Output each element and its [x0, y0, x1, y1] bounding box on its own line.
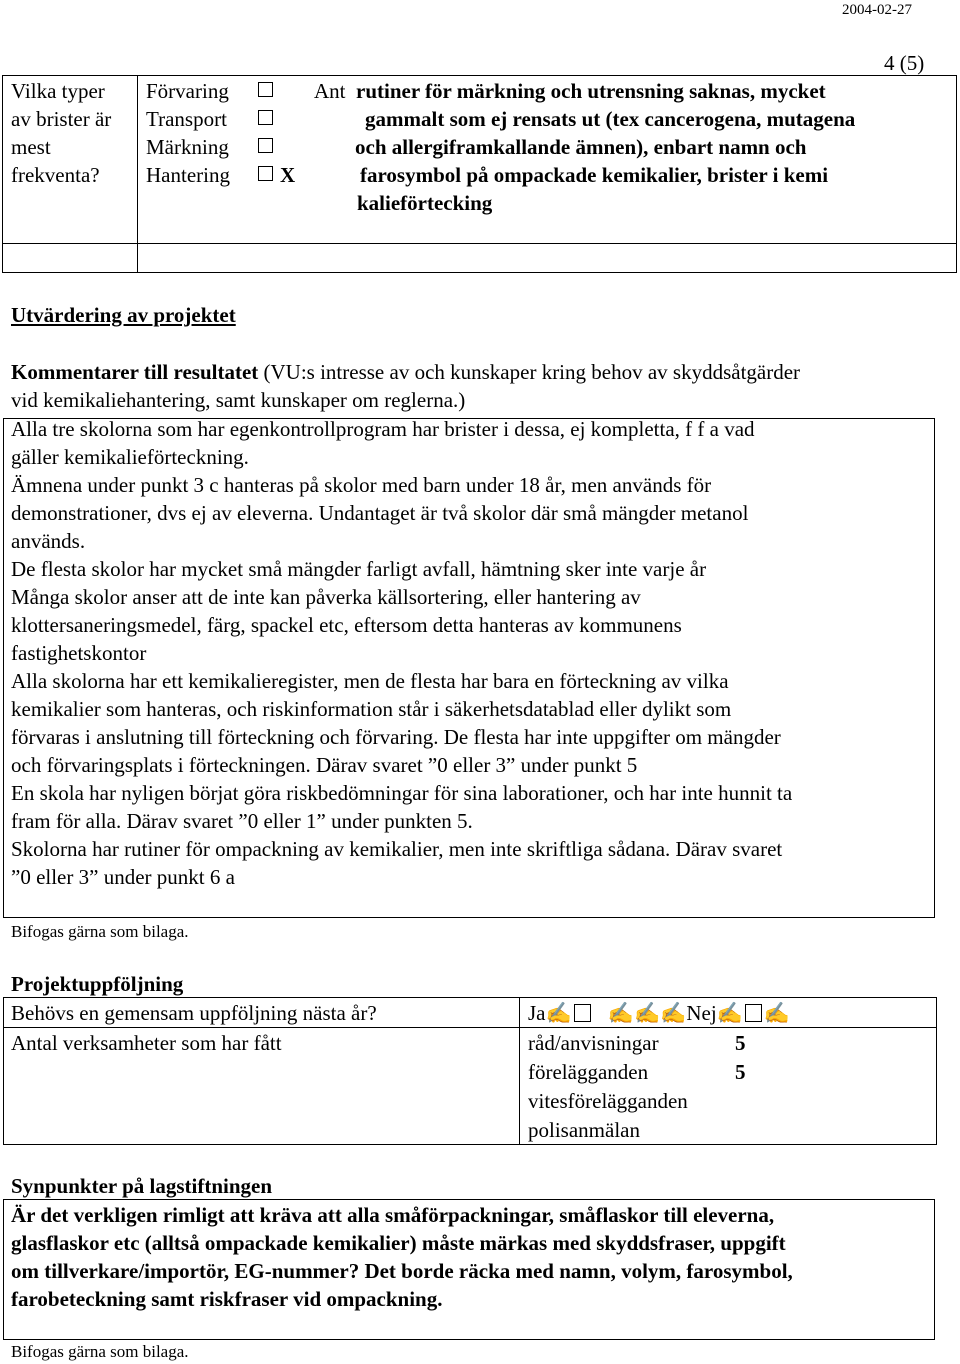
count-label: Antal verksamheter som har fått — [11, 1031, 282, 1055]
body-line: En skola har nyligen börjat göra riskbedömningar för sina laborationer, och har inte hunnit ta — [11, 781, 793, 805]
body-line: Många skolor anser att de inte kan påverka källsortering, eller hantering av — [11, 585, 641, 609]
option-checkbox-forvaring[interactable] — [258, 82, 273, 97]
body-line: används. — [11, 529, 86, 553]
body-line: gäller kemikalieförteckning. — [11, 445, 249, 469]
comment-prompt — [11, 358, 800, 386]
followup-question: Behövs en gemensam uppföljning nästa år? — [11, 1001, 377, 1025]
body-line: demonstrationer, dvs ej av eleverna. Undantaget är två skolor där små mängder metanol — [11, 501, 749, 525]
answer-line: och allergiframkallande ämnen), enbart namn och — [355, 135, 807, 159]
legislation-line: Är det verkligen rimligt att kräva att alla småförpackningar, småflaskor till eleverna, — [11, 1203, 775, 1227]
yes-checkbox[interactable] — [574, 1004, 591, 1022]
comment-hint: (VU:s intresse av och kunskaper kring behov av skyddsåtgärder — [258, 360, 801, 384]
option-label: Märkning — [146, 135, 229, 159]
option-check-mark: X — [280, 163, 296, 187]
evaluation-body — [11, 415, 792, 891]
table-divider — [3, 1027, 937, 1028]
option-label: Hantering — [146, 163, 230, 187]
body-line: De flesta skolor har mycket små mängder farligt avfall, hämtning sker inte varje år — [11, 557, 707, 581]
count-item-value: 5 — [735, 1060, 746, 1084]
answer-line: kalieförtecking — [357, 191, 493, 215]
body-line: kemikalier som hanteras, och riskinformation står i säkerhetsdatablad eller dylikt som — [11, 697, 732, 721]
question-line: av brister är — [11, 107, 112, 131]
body-line: klottersaneringsmedel, färg, spackel etc, eftersom detta hanteras av kommunens — [11, 613, 682, 637]
option-label: Förvaring — [146, 79, 229, 103]
legislation-line: farobeteckning samt riskfraser vid ompackning. — [11, 1287, 443, 1311]
evaluation-heading: Utvärdering av projektet — [11, 303, 236, 327]
legislation-line: glasflaskor etc (alltså ompackade kemikalier) måste märkas med skyddsfraser, uppgift — [11, 1231, 786, 1255]
count-item-label: förelägganden — [528, 1060, 649, 1084]
count-item-value: 5 — [735, 1031, 746, 1055]
option-label: Transport — [146, 107, 227, 131]
body-line: och förvaringsplats i förteckningen. Därav svaret ”0 eller 3” under punkt 5 — [11, 753, 638, 777]
body-line: fastighetskontor — [11, 641, 147, 665]
legislation-line: om tillverkare/importör, EG-nummer? Det borde räcka med namn, volym, farosymbol, — [11, 1259, 793, 1283]
body-line: ”0 eller 3” under punkt 6 a — [11, 865, 235, 889]
question-line: frekventa? — [11, 163, 100, 187]
option-checkbox-markning[interactable] — [258, 138, 273, 153]
count-values — [735, 1029, 746, 1087]
no-label: Nej — [686, 1001, 717, 1025]
answer-prefix: Ant — [314, 79, 346, 103]
comment-label: Kommentarer till resultatet — [11, 360, 259, 384]
option-labels — [146, 77, 230, 189]
body-line: Ämnena under punkt 3 c hanteras på skolor med barn under 18 år, men används för — [11, 473, 712, 497]
table-divider — [2, 243, 957, 244]
count-labels — [528, 1029, 688, 1145]
table-divider — [519, 997, 520, 1145]
count-item-label: vitesförelägganden — [528, 1089, 688, 1113]
question-text — [11, 77, 111, 189]
pen-icon: ✍ — [545, 1001, 572, 1025]
legislation-heading: Synpunkter på lagstiftningen — [11, 1174, 273, 1198]
no-checkbox[interactable] — [745, 1004, 762, 1022]
page-number: 4 (5) — [884, 51, 925, 75]
answer-line: rutiner för märkning och utrensning saknas, mycket — [356, 79, 826, 103]
pen-icon: ✍ — [660, 1001, 687, 1025]
document-date: 2004-02-27 — [842, 2, 912, 18]
body-line: Alla skolorna har ett kemikalieregister, men de flesta har bara en förteckning av vilka — [11, 669, 729, 693]
answer-line: farosymbol på ompackade kemikalier, brister i kemi — [360, 163, 829, 187]
body-line: Alla tre skolorna som har egenkontrollprogram har brister i dessa, ej kompletta, f f a vad — [11, 417, 755, 441]
option-checkbox-transport[interactable] — [258, 110, 273, 125]
yes-label: Ja — [528, 1001, 546, 1025]
legislation-body — [11, 1201, 793, 1313]
question-line: Vilka typer — [11, 79, 105, 103]
body-line: fram för alla. Därav svaret ”0 eller 1” under punkten 5. — [11, 809, 473, 833]
attach-note: Bifogas gärna som bilaga. — [11, 1342, 189, 1361]
followup-heading: Projektuppföljning — [11, 972, 184, 996]
attach-note: Bifogas gärna som bilaga. — [11, 922, 189, 941]
count-item-label: råd/anvisningar — [528, 1031, 659, 1055]
pen-icon: ✍ — [716, 1001, 743, 1025]
pen-icon: ✍ — [634, 1001, 661, 1025]
body-line: förvaras i anslutning till förteckning och förvaring. De flesta har inte uppgifter om mängder — [11, 725, 781, 749]
comment-hint-line: vid kemikaliehantering, samt kunskaper om reglerna.) — [11, 388, 466, 412]
yes-no-choice — [528, 999, 790, 1027]
question-line: mest — [11, 135, 51, 159]
pen-icon: ✍ — [607, 1001, 635, 1025]
body-line: Skolorna har rutiner för ompackning av kemikalier, men inte skriftliga sådana. Därav svaret — [11, 837, 783, 861]
option-checkbox-hantering[interactable] — [258, 166, 273, 181]
count-item-label: polisanmälan — [528, 1118, 640, 1142]
answer-line: gammalt som ej rensats ut (tex cancerogena, mutagena — [365, 107, 856, 131]
pen-icon: ✍ — [763, 1001, 791, 1025]
